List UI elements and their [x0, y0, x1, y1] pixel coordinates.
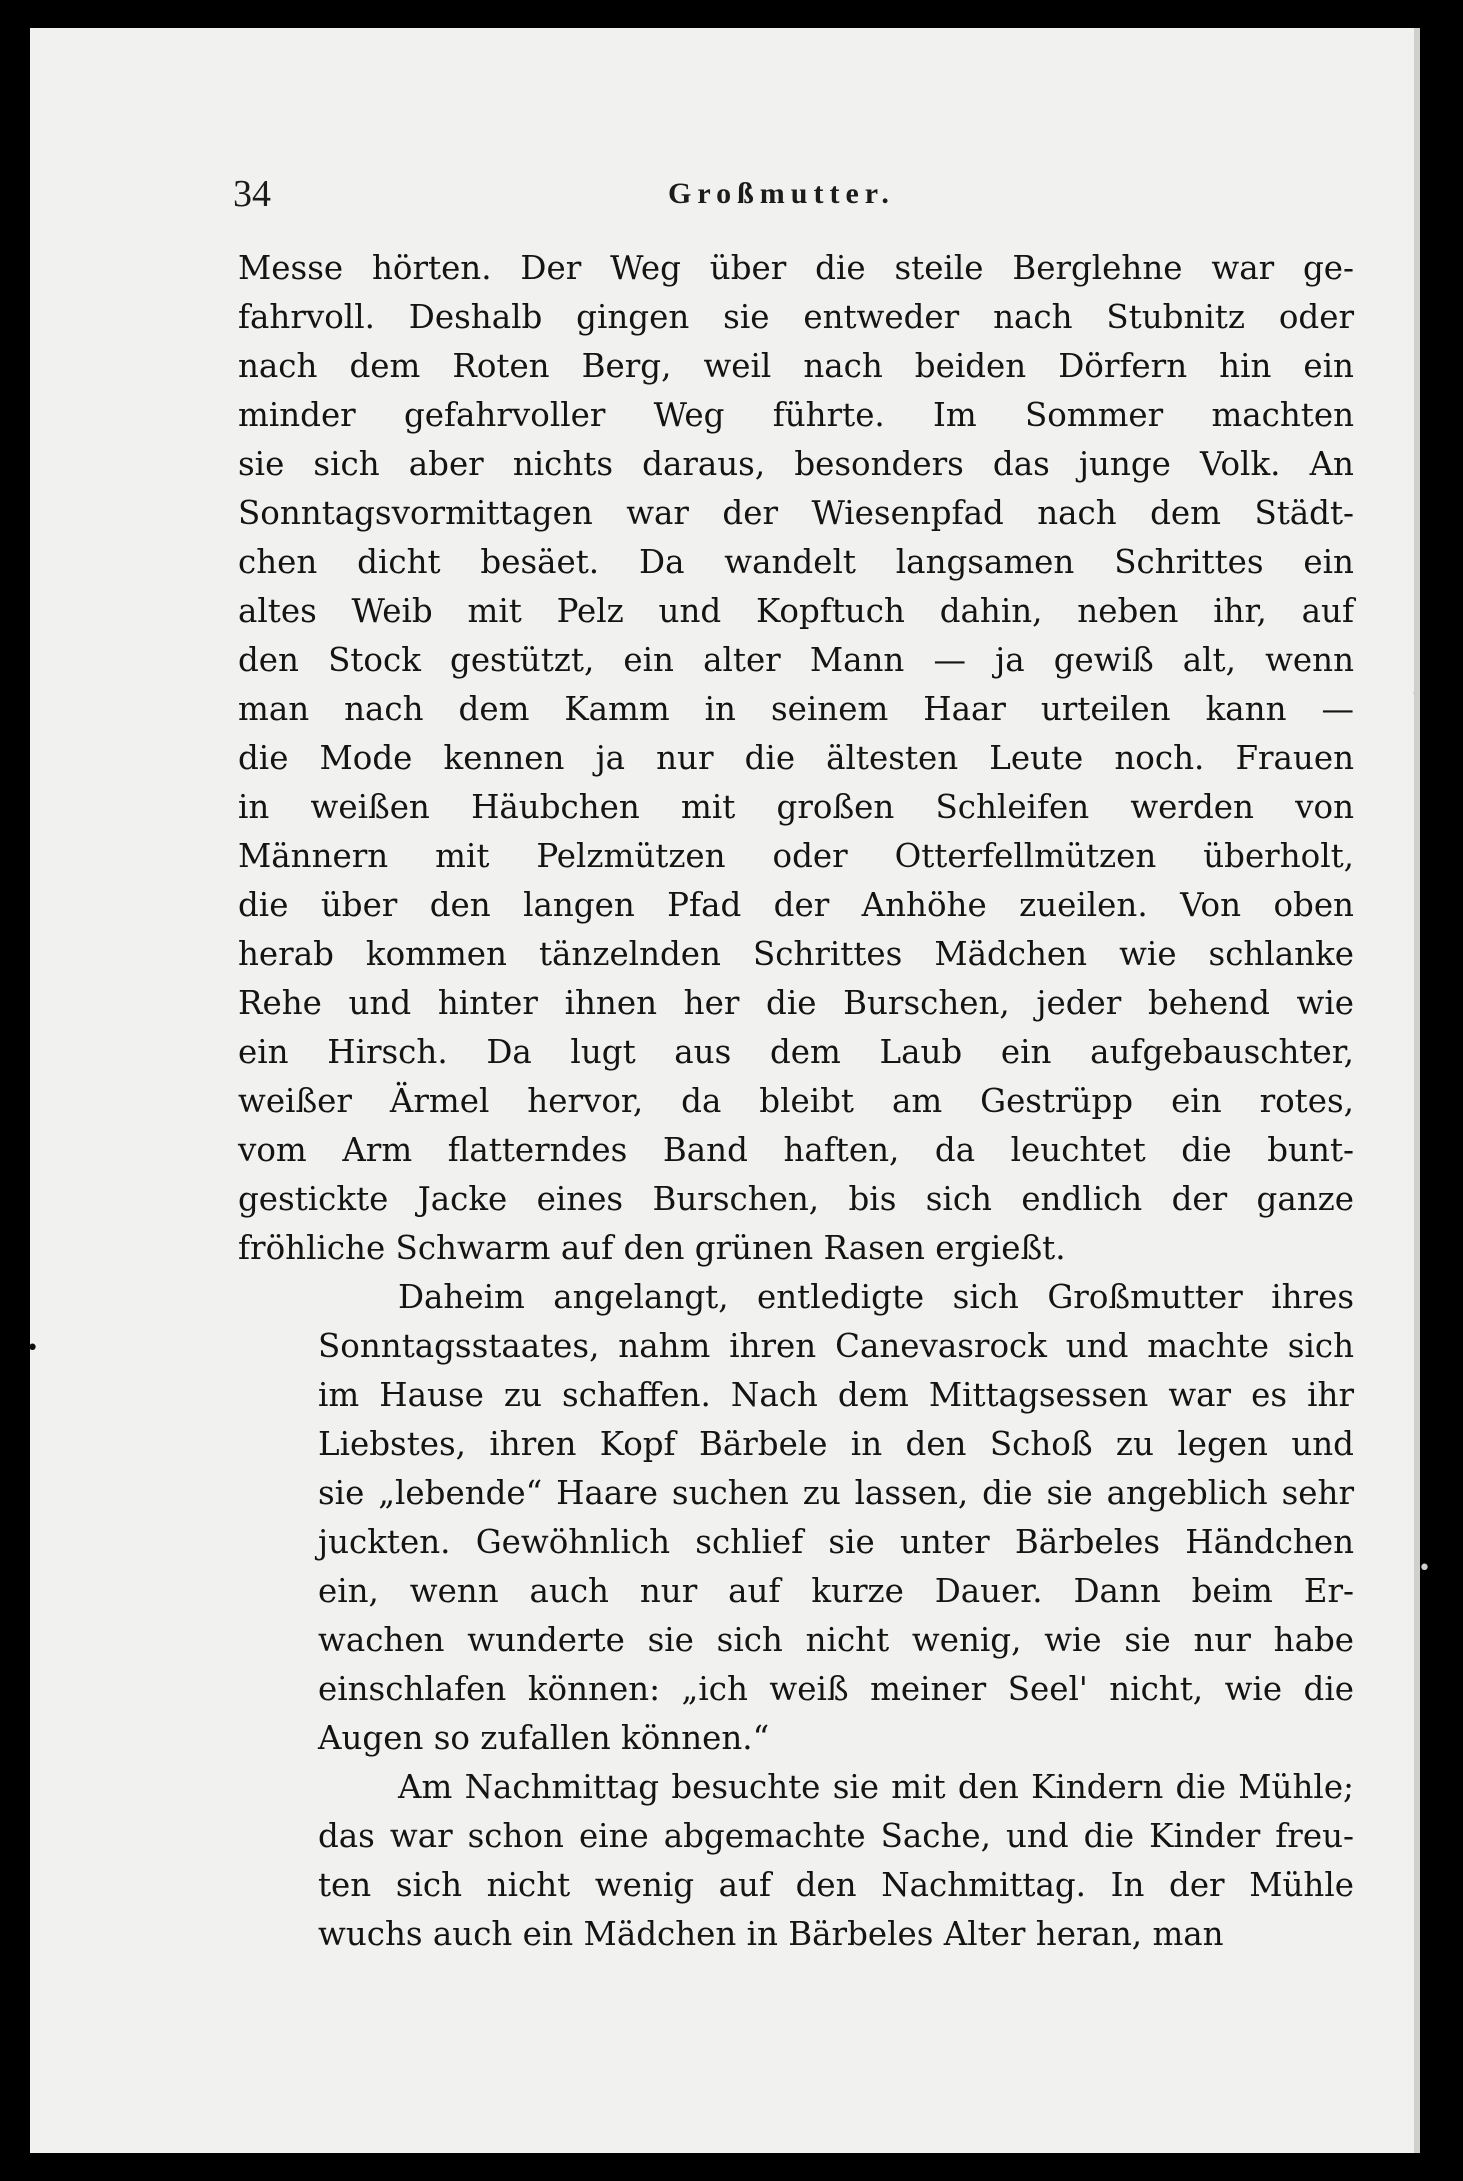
text-line: Liebstes, ihren Kopf Bärbele in den Schoß zu legen und — [318, 1425, 1354, 1463]
text-line: die über den langen Pfad der Anhöhe zueilen. Von oben — [238, 886, 1354, 924]
text-line: vom Arm flatterndes Band haften, da leuchtet die bunt- — [238, 1131, 1354, 1169]
text-line: juckten. Gewöhnlich schlief sie unter Bärbeles Händchen — [318, 1523, 1354, 1561]
text-line: fröhliche Schwarm auf den grünen Rasen ergießt. — [238, 1229, 1066, 1267]
page-number: 34 — [233, 173, 271, 215]
text-line: den Stock gestützt, ein alter Mann — ja gewiß alt, wenn — [238, 641, 1354, 679]
paragraph — [238, 1273, 1354, 1763]
running-title: Großmutter. — [668, 177, 895, 210]
paragraph — [238, 1763, 1354, 1959]
text-line: in weißen Häubchen mit großen Schleifen werden von — [238, 788, 1354, 826]
text-line: Männern mit Pelzmützen oder Otterfellmützen überholt, — [238, 837, 1354, 875]
text-line: Am Nachmittag besuchte sie mit den Kindern die Mühle; — [398, 1768, 1354, 1806]
text-line: fahrvoll. Deshalb gingen sie entweder nach Stubnitz oder — [238, 298, 1354, 336]
scan-mark-top-right: - — [1412, 680, 1420, 705]
text-line: chen dicht besäet. Da wandelt langsamen Schrittes ein — [238, 543, 1354, 581]
scan-mark-right: • — [1418, 1556, 1431, 1581]
text-line: Daheim angelangt, entledigte sich Großmutter ihres — [398, 1278, 1354, 1316]
text-line: die Mode kennen ja nur die ältesten Leute noch. Frauen — [238, 739, 1354, 777]
running-head — [233, 168, 1355, 220]
text-line: im Hause zu schaffen. Nach dem Mittagsessen war es ihr — [318, 1376, 1354, 1414]
text-line: Augen so zufallen können.“ — [318, 1719, 770, 1757]
text-line: Sonntagsvormittagen war der Wiesenpfad nach dem Städt- — [238, 494, 1354, 532]
text-line: wuchs auch ein Mädchen in Bärbeles Alter heran, man — [318, 1915, 1224, 1953]
text-line: altes Weib mit Pelz und Kopftuch dahin, neben ihr, auf — [238, 592, 1354, 630]
page-edge — [1414, 28, 1420, 2153]
paragraph — [238, 244, 1354, 1273]
body-text — [238, 244, 1354, 1959]
text-line: ein Hirsch. Da lugt aus dem Laub ein aufgebauschter, — [238, 1033, 1354, 1071]
text-line: ten sich nicht wenig auf den Nachmittag. In der Mühle — [318, 1866, 1354, 1904]
text-line: gestickte Jacke eines Burschen, bis sich endlich der ganze — [238, 1180, 1354, 1218]
text-line: sie sich aber nichts daraus, besonders das junge Volk. An — [238, 445, 1354, 483]
text-line: sie „lebende“ Haare suchen zu lassen, die sie angeblich sehr — [318, 1474, 1354, 1512]
text-line: weißer Ärmel hervor, da bleibt am Gestrüpp ein rotes, — [238, 1082, 1354, 1120]
text-line: minder gefahrvoller Weg führte. Im Sommer machten — [238, 396, 1354, 434]
text-line: Rehe und hinter ihnen her die Burschen, jeder behend wie — [238, 984, 1354, 1022]
text-line: man nach dem Kamm in seinem Haar urteilen kann — — [238, 690, 1354, 728]
text-line: Sonntagsstaates, nahm ihren Canevasrock und machte sich — [318, 1327, 1354, 1365]
text-line: nach dem Roten Berg, weil nach beiden Dörfern hin ein — [238, 347, 1354, 385]
text-line: wachen wunderte sie sich nicht wenig, wie sie nur habe — [318, 1621, 1354, 1659]
text-line: herab kommen tänzelnden Schrittes Mädchen wie schlanke — [238, 935, 1354, 973]
scan-mark-left: • — [26, 1336, 39, 1361]
text-line: einschlafen können: „ich weiß meiner Seel' nicht, wie die — [318, 1670, 1354, 1708]
text-line: das war schon eine abgemachte Sache, und die Kinder freu- — [318, 1817, 1354, 1855]
text-line: Messe hörten. Der Weg über die steile Berglehne war ge- — [238, 249, 1354, 287]
text-line: ein, wenn auch nur auf kurze Dauer. Dann beim Er- — [318, 1572, 1354, 1610]
